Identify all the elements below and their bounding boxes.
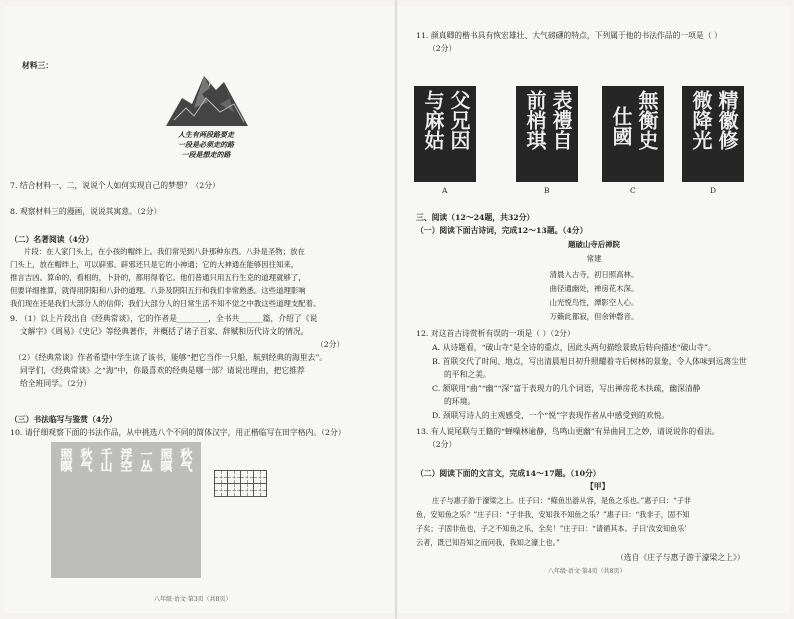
subsection-title-classical: （二）阅读下面的文言文，完成14～17题。（10分）	[416, 469, 601, 478]
caption-line: 一段是想走的路	[181, 150, 231, 159]
grid-cell[interactable]	[227, 483, 241, 497]
sample-label-d: D	[710, 186, 717, 195]
question-13-score: （2分）	[428, 440, 457, 449]
question-9-part2-cont: 同学们，《经典常谈》之“海”中，你最喜欢的经典是哪一部？请说出理由，把它推荐	[20, 366, 305, 375]
sample-label-a: A	[442, 186, 448, 195]
calligraphy-column: 千山	[99, 448, 113, 472]
grid-cell[interactable]	[214, 483, 228, 497]
sample-label-b: B	[544, 186, 550, 195]
passage-line: 但要详细推算，就得用阴阳和八卦的道理。八卦及阴阳五行和我们非常熟悉。这些道理影响	[10, 286, 306, 295]
caption-line: 人生有两段路要走	[178, 130, 234, 139]
question-9-part1: 9. （1）以上片段出自《经典常谈》，它的作者是________，全书共______篇，介绍了《说	[10, 314, 318, 323]
sample-column: 与麻姑	[421, 90, 445, 150]
section-title-reading: 三、阅读（12～24题，共32分）	[416, 213, 535, 222]
sample-column: 仕國	[609, 106, 633, 146]
question-8: 8. 观察材料三的漫画，说说其寓意。（2分）	[10, 207, 162, 216]
classical-source: （选自《庄子与惠子游于濠梁之上》）	[616, 553, 745, 562]
q12-option-c-cont: 的环境。	[444, 397, 476, 406]
classical-text-line: 子矣；子固非鱼也，子之不知鱼之乐，全矣！”庄子曰：“请循其本。子曰‘汝安知鱼乐’	[416, 524, 687, 533]
passage-jia-label: 【甲】	[586, 482, 610, 491]
grid-cell[interactable]	[240, 483, 254, 497]
classical-text-line: 庄子与惠子游于濠梁之上。庄子曰：“鲦鱼出游从容，是鱼之乐也。”惠子曰：“子非	[432, 496, 691, 505]
passage-line: 片段：在人家门头上，在小孩的帽绊上。我们常见到八卦那种东西。八卦是圣物；放在	[24, 247, 305, 256]
calligraphy-sample-b	[516, 86, 578, 182]
question-13: 13. 有人说尾联与王籍的“蝉噪林逾静，鸟鸣山更幽”有异曲同工之妙，请说说你的看法。	[416, 427, 720, 436]
poem-line: 万籁此都寂，但余钟磬音。	[549, 312, 639, 321]
question-11: 11. 颜真卿的楷书具有恢宏雄壮、大气磅礴的特点，下列属于他的书法作品的一项是（ ）	[416, 31, 722, 40]
grid-cell[interactable]	[240, 470, 254, 484]
sample-column: 精徽修	[715, 90, 739, 150]
sample-column: 表禮自	[549, 90, 573, 150]
q12-option-d: D. 颈联写诗人的主观感受，一个“悦”字表现作者从中感受到的欢悦。	[432, 411, 670, 420]
poem-line: 曲径通幽处，禅房花木深。	[549, 284, 639, 293]
q12-option-b-cont: 的平和之美。	[444, 370, 491, 379]
right-page	[398, 6, 790, 613]
section-title-calligraphy: （三）书法临写与鉴赏（4分）	[10, 415, 117, 424]
grid-cell[interactable]	[227, 470, 241, 484]
grid-cell[interactable]	[253, 483, 267, 497]
calligraphy-sample-c	[602, 86, 664, 182]
page-footer: 八年级·语文·第3页（共8页）	[154, 596, 232, 603]
calligraphy-sample-a	[414, 86, 476, 182]
calligraphy-artwork	[51, 442, 201, 578]
q12-option-a: A. 从诗题看，“破山寺”是全诗的重点，因此头两句描绘景致后转向描述“破山寺”。	[432, 343, 716, 352]
tianzige-grid[interactable]	[214, 470, 266, 496]
subsection-title-poem: （一）阅读下面古诗词，完成12～13题。（4分）	[416, 226, 588, 235]
sample-label-c: C	[630, 186, 636, 195]
question-9-part2: （2）《经典常谈》作者希望中学生读了该书，能够“把它当作一只船，航到经典的海里去”。	[14, 353, 328, 362]
sample-column: 無衡史	[635, 90, 659, 150]
poem-line: 清晨入古寺，初日照高林。	[549, 270, 639, 279]
calligraphy-sample-d	[682, 86, 744, 182]
passage-line: 我们现在还是我们大部分人的信仰；我们大部分人的日常生活不知不觉之中教这些道理支配着。	[10, 299, 321, 308]
q12-option-b: B. 首联交代了时间、地点，写出清晨旭日初升照耀着寺后树林的景象，令人体味到远离尘世	[432, 357, 747, 366]
question-10: 10. 请仔细观察下面的书法作品，从中挑选八个不同的简体汉字，用正楷临写在田字格内。（2分）	[10, 428, 346, 437]
passage-line: 推言吉凶。算命的，看相的，卜卦的，都用得着它。他们普通只用五行生克的道理就够了，	[10, 273, 306, 282]
mountain-cartoon	[164, 68, 250, 128]
question-12: 12. 对这首古诗赏析有误的一项是（ ）（2分）	[416, 329, 575, 338]
question-9-score: （2分）	[316, 340, 345, 349]
calligraphy-column: 一丛	[139, 448, 153, 472]
sample-column: 前梢琪	[523, 90, 547, 150]
poem-title: 题破山寺后禅院	[568, 240, 620, 249]
poem-line: 山光悦鸟性，潭影空人心。	[549, 298, 639, 307]
question-7: 7. 结合材料一、二，说说个人如何实现自己的梦想？（2分）	[10, 181, 220, 190]
calligraphy-column: 秋气	[79, 448, 93, 472]
grid-cell[interactable]	[253, 470, 267, 484]
calligraphy-column: 浮空	[119, 448, 133, 472]
question-9-part2-end: 给全班同学。（2分）	[20, 379, 92, 388]
section-title-classics: （二）名著阅读（4分）	[10, 235, 94, 244]
page-footer: 八年级·语文·第4页（共8页）	[548, 568, 626, 575]
page-fold	[395, 0, 397, 619]
calligraphy-column: 照暝	[159, 448, 173, 472]
poem-author: 常建	[586, 254, 602, 263]
calligraphy-column: 秋气	[179, 448, 193, 472]
classical-text-line: 云者，既已知吾知之而问我，我知之濠上也。”	[416, 538, 560, 547]
caption-line: 一段是必须走的路	[178, 140, 234, 149]
sample-column: 父兄因	[447, 90, 471, 150]
classical-text-line: 鱼，安知鱼之乐？”庄子曰：“子非我，安知我不知鱼之乐？”惠子曰：“我非子，固不知	[416, 510, 690, 519]
cartoon-caption	[156, 130, 256, 160]
q12-option-c: C. 颔联用“曲”“幽”“深”富于表现力的几个词语，写出禅房花木扶疏，幽深清静	[432, 384, 701, 393]
passage-line: 门头上，放在帽绊上，可以辟邪。辟邪还只是它的小神通；它的大神通在能够因往知来，	[10, 260, 299, 269]
material3-label: 材料三：	[22, 61, 54, 70]
sample-column: 微降光	[689, 90, 713, 150]
left-page	[4, 6, 394, 613]
grid-cell[interactable]	[214, 470, 228, 484]
question-9-part1-cont: 文解字》《周易》《史记》等经典著作，并概括了诸子百家、辞赋和历代诗文的情况。	[20, 327, 309, 336]
question-11-score: （2分）	[428, 44, 457, 53]
calligraphy-column: 照暝	[59, 448, 73, 472]
